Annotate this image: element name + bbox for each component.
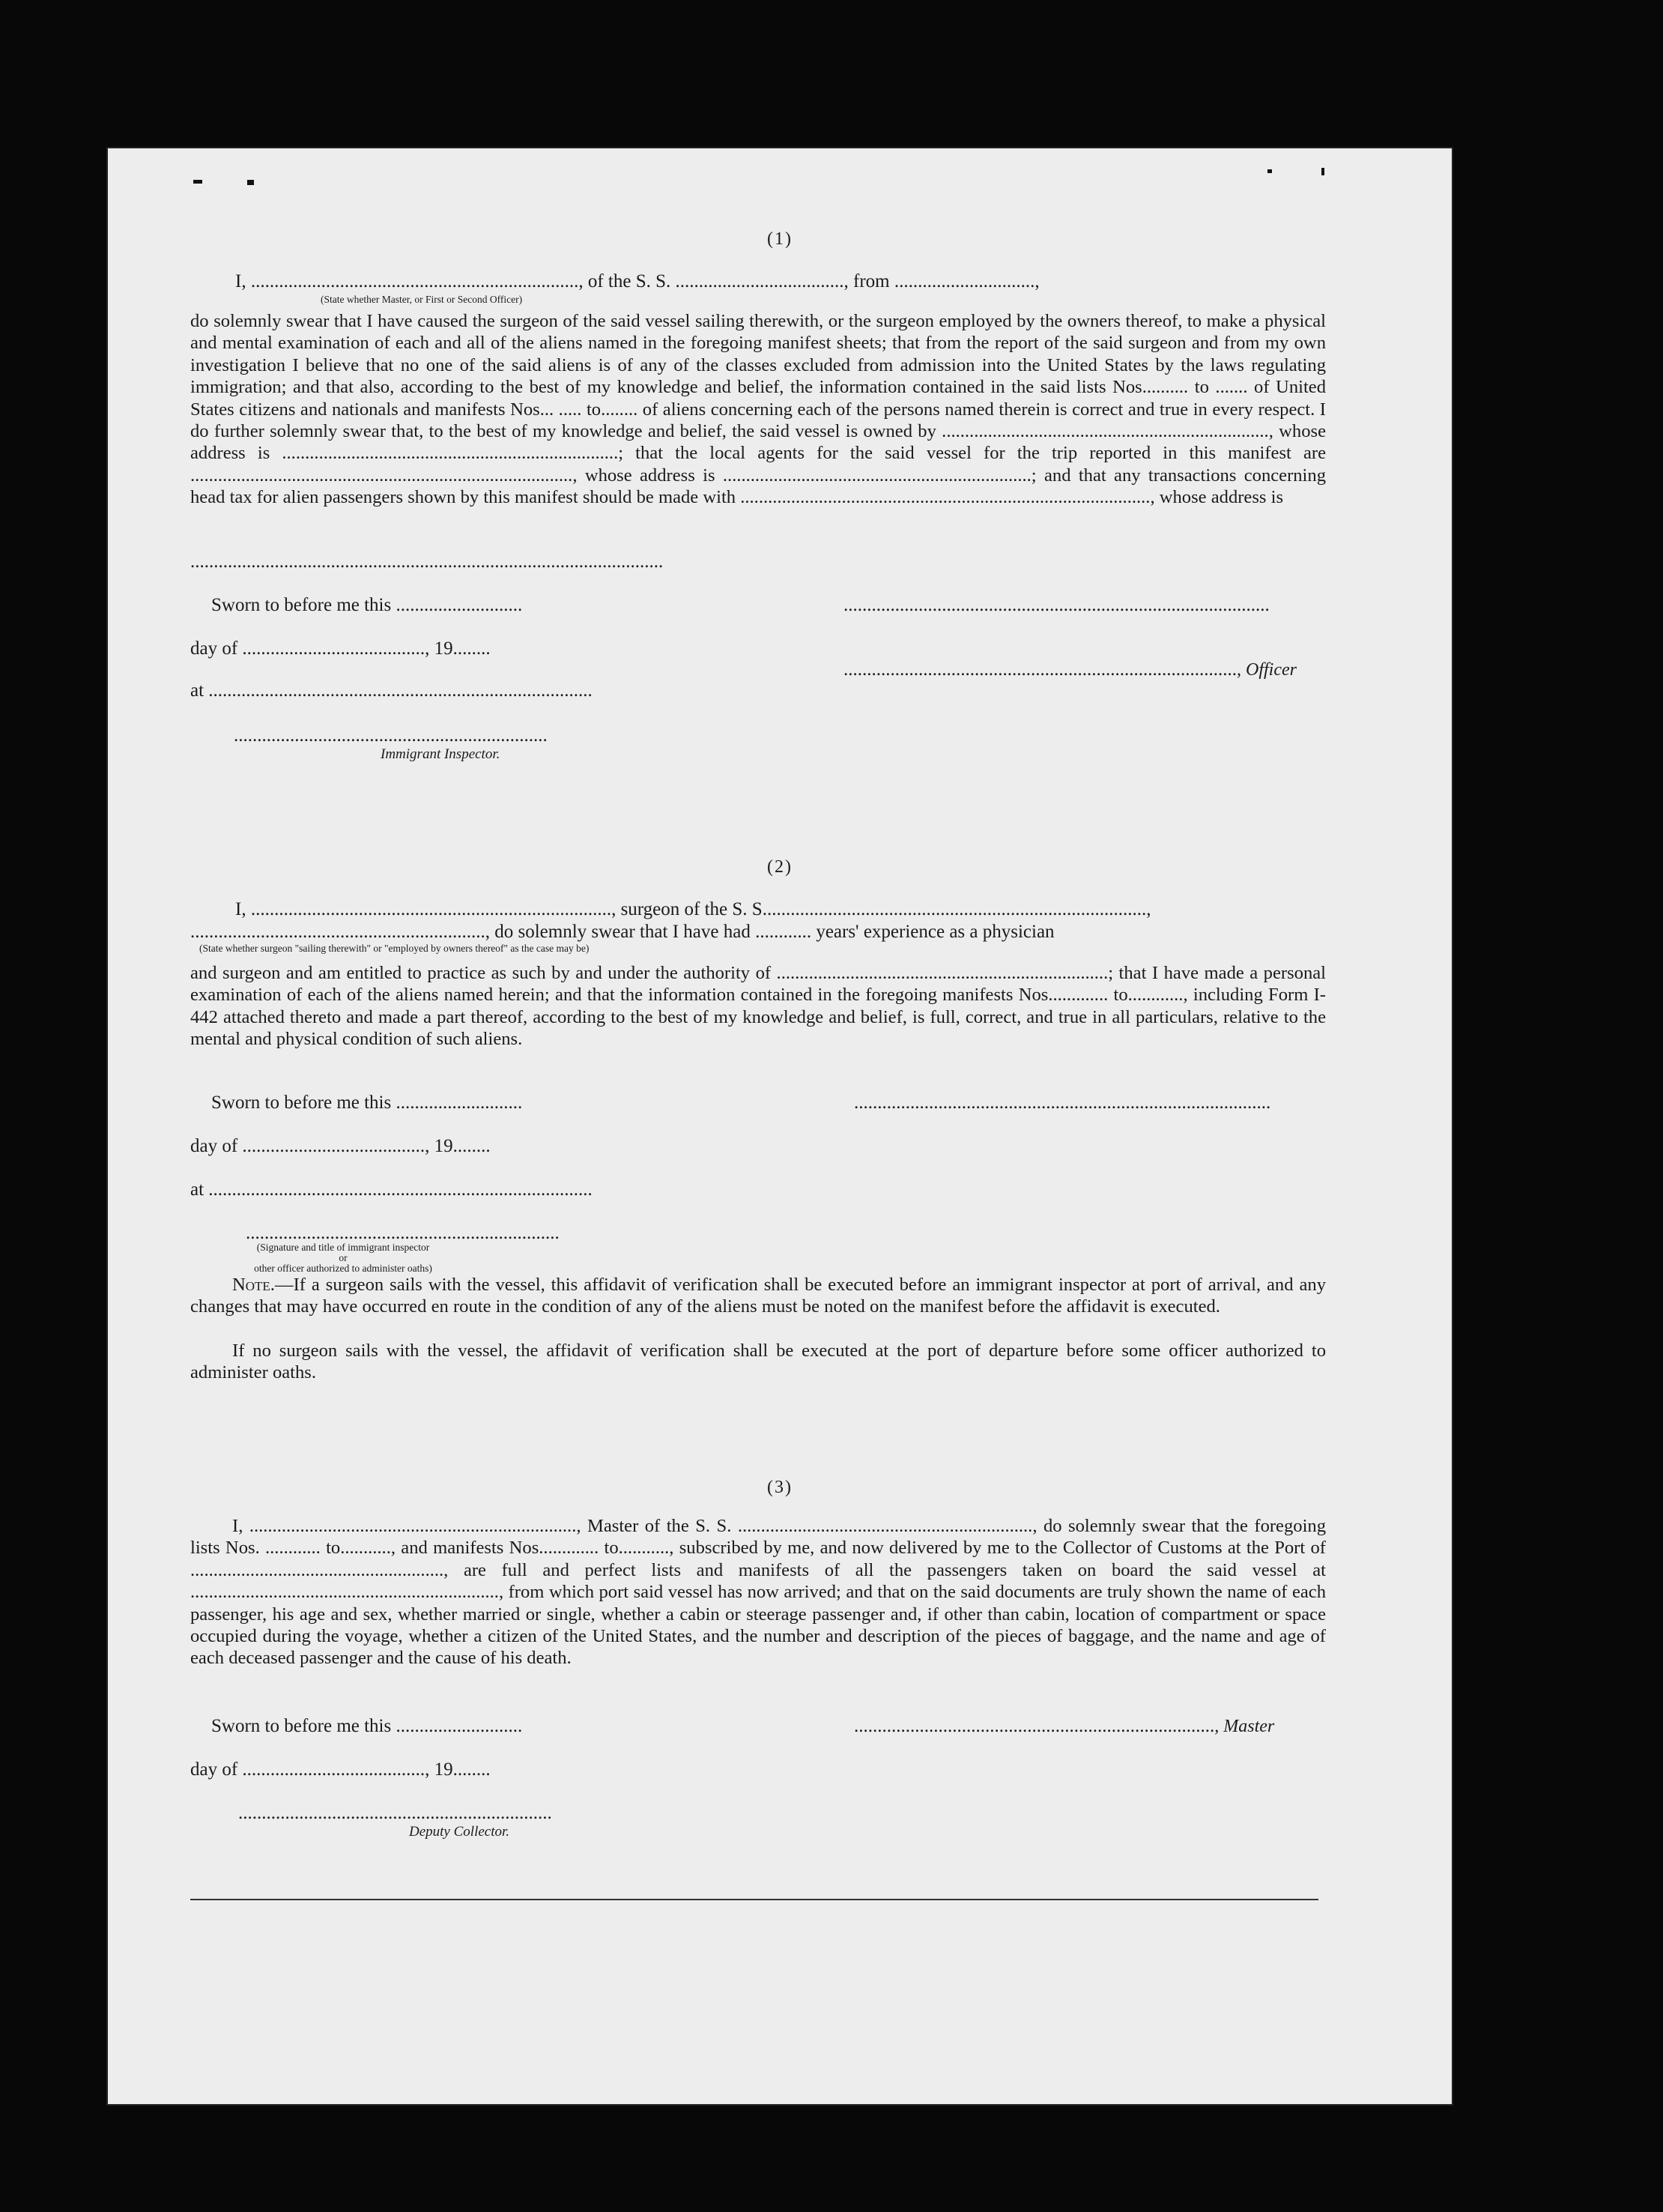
ship-name-field: ................................................................................., [766, 899, 1151, 919]
sworn-label: Sworn to before me this ........................... [211, 595, 523, 615]
section1-oath-text: do solemnly swear that I have caused the surgeon of the said vessel sailing therewith, or the surgeon employed by the owners thereof, to make a physical and mental examination of each and all of the aliens named in the foregoing manifest sheets; that from the report of the said surgeon and from my own investigation I believe that no one of the said aliens is of any of the classes excluded from admission into the United States by the laws regulating immigration; and that also, according to the best of my knowledge and belief, the information contained in the said lists Nos.......... to ....... of United States citizens and nationals and manifests Nos... ..... to........ of aliens concerning each of the persons named therein is correct and true in every respect. I do further solemnly swear that, to the best of my knowledge and belief, the said vessel is owned by ......................................................................., whose address is .........................................................................; that the local agents for the said vessel for the trip reported in this manifest are ..................................................................................., whose address is ...................................................................; and that any transactions concerning head tax for alien passengers shown by this manifest should be made with ........................................................................................., whose address is [190, 311, 1326, 508]
scan-mark [247, 180, 254, 185]
sworn-label: Sworn to before me this ........................... [211, 1093, 523, 1113]
inspector-line: ................................................................... [234, 725, 548, 746]
at-field: at .................................................................................. [190, 680, 593, 701]
surgeon-status-field: ............................................................... [190, 922, 485, 942]
inspector-caption: (Signature and title of immigrant inspector or other officer authorized to administer oaths) [254, 1242, 432, 1274]
officer-signature-line: ...................................................................................., Officer [843, 659, 1297, 680]
collector-label: Deputy Collector. [409, 1824, 510, 1840]
officer-name-field: ...................................................................... [250, 271, 579, 291]
scan-mark [1267, 169, 1272, 173]
day-field: day of ......................................., 19........ [190, 638, 491, 659]
officer-caption: (State whether Master, or First or Second Officer) [321, 294, 523, 305]
section2-first-line: I, ............................................................................., surgeon of the S. S.................................................................................., [235, 899, 1151, 919]
officer-label: , Officer [1237, 660, 1297, 680]
section2-second-line: ..............................................................., do solemnly swear that I have had ............ years' experience as a physician [190, 922, 1055, 942]
departure-port-field: .............................., [894, 271, 1040, 291]
day-field: day of ......................................., 19........ [190, 1759, 491, 1780]
section-number: (2) [767, 857, 793, 877]
bottom-rule [190, 1899, 1318, 1900]
section2-oath-text: and surgeon and am entitled to practice as such by and under the authority of ........................................................................; that I have made a personal examination of each of the aliens named herein; and that the information contained in the foregoing manifests Nos............. to............, including Form I-442 attached thereto and made a part thereof, according to the best of my knowledge and belief, is full, correct, and true in all particulars, relative to the mental and physical condition of such aliens. [190, 963, 1326, 1050]
section3-oath-text: I, ......................................................................., Master of the S. S. ................................................................, do solemnly swear that the foregoing lists Nos. ............ to..........., and manifests Nos............. to..........., subscribed by me, and now delivered by me to the Collector of Customs at the Port of ......................................................., are full and perfect lists and manifests of all the passengers taken on board the said vessel at ..................................................................., from which port said vessel has now arrived; and that on the said documents are truly shown the name of each passenger, his age and sex, whether married or single, whether a cabin or steerage passenger and, if other than cabin, location of compartment or space occupied during the voyage, whether a citizen of the United States, and the number and description of the pieces of baggage, and the name and age of each deceased passenger and the cause of his death. [190, 1516, 1326, 1669]
ship-name-field: .................................... [675, 271, 844, 291]
surgeon-name-field: ............................................................................. [250, 899, 612, 919]
note-label: Note. [232, 1275, 275, 1295]
master-label: , Master [1214, 1717, 1275, 1736]
section-number: (3) [767, 1478, 793, 1497]
scan-mark [1321, 168, 1324, 175]
day-field: day of ......................................., 19........ [190, 1136, 491, 1156]
note-paragraph: Note.—If a surgeon sails with the vessel, this affidavit of verification shall be executed before an immigrant inspector at port of arrival, and any changes that may have occurred en route in the condition of any of the aliens must be noted on the manifest before the affidavit is executed. [190, 1275, 1326, 1317]
sworn-label: Sworn to before me this ........................... [211, 1716, 523, 1736]
collector-line: ................................................................... [238, 1803, 552, 1823]
surgeon-caption: (State whether surgeon "sailing therewith" or "employed by owners thereof" as the case may be) [199, 943, 590, 954]
at-field: at .................................................................................. [190, 1179, 593, 1200]
form-page [106, 147, 1453, 2106]
master-signature-line: ............................................................................., Master [854, 1716, 1275, 1736]
section1-tail-dots: ..................................................................................................... [190, 552, 664, 572]
of-ship-label: , of the S. S. [578, 271, 671, 291]
signature-line: ......................................................................................... [854, 1093, 1271, 1113]
inspector-label: Immigrant Inspector. [381, 746, 500, 762]
note-paragraph-2: If no surgeon sails with the vessel, the affidavit of verification shall be executed at the port of departure before some officer authorized to administer oaths. [190, 1341, 1326, 1383]
inspector-line: ................................................................... [246, 1223, 560, 1243]
from-label: , from [843, 271, 890, 291]
scan-mark [193, 180, 202, 184]
pronoun: I, [235, 271, 246, 291]
signature-line: ........................................................................................... [843, 595, 1270, 615]
section1-first-line [235, 271, 1040, 292]
section-number: (1) [767, 229, 793, 249]
